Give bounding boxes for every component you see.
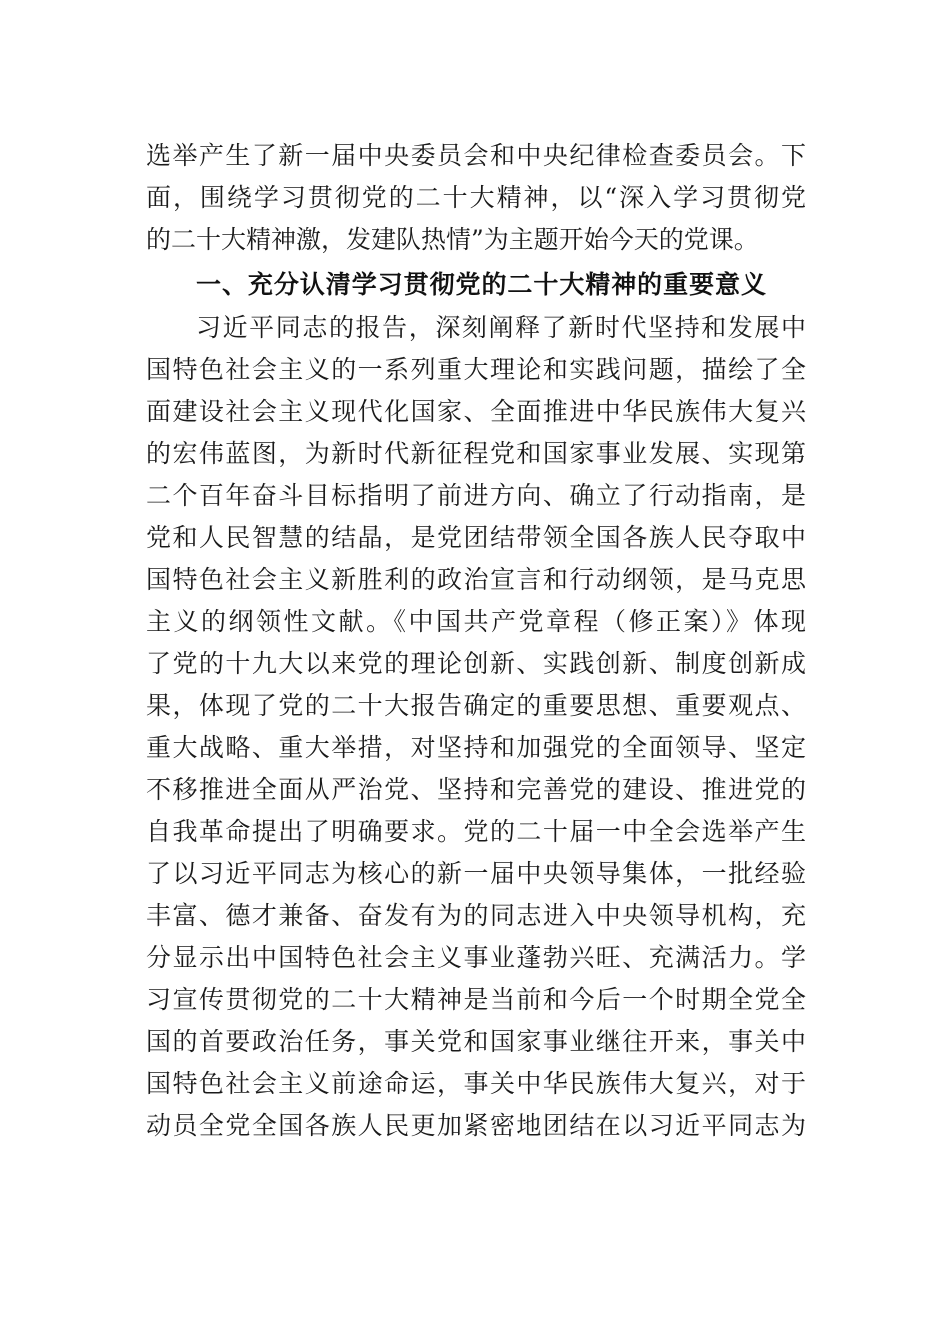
body-line-4: 的宏伟蓝图，为新时代新征程党和国家事业发展、实现第 — [146, 439, 806, 468]
body-line-13: 自我革命提出了明确要求。党的二十届一中全会选举产生 — [146, 817, 806, 846]
body-line-17: 习宣传贯彻党的二十大精神是当前和今后一个时期全党全 — [146, 985, 806, 1014]
body-line-3: 面建设社会主义现代化国家、全面推进中华民族伟大复兴 — [146, 397, 806, 426]
body-line-1: 习近平同志的报告，深刻阐释了新时代坚持和发展中 — [196, 313, 806, 342]
body-line-5: 二个百年奋斗目标指明了前进方向、确立了行动指南，是 — [146, 481, 806, 510]
body-line-16: 分显示出中国特色社会主义事业蓬勃兴旺、充满活力。学 — [146, 943, 806, 972]
body-line-6: 党和人民智慧的结晶，是党团结带领全国各族人民夺取中 — [146, 523, 806, 552]
body-line-7: 国特色社会主义新胜利的政治宣言和行动纲领，是马克思 — [146, 565, 806, 594]
section-heading: 一、充分认清学习贯彻党的二十大精神的重要意义 — [196, 270, 766, 299]
body-line-12: 不移推进全面从严治党、坚持和完善党的建设、推进党的 — [146, 775, 806, 804]
intro-line-2: 面，围绕学习贯彻党的二十大精神，以“深入学习贯彻党 — [146, 183, 806, 212]
body-line-2: 国特色社会主义的一系列重大理论和实践问题，描绘了全 — [146, 355, 806, 384]
body-line-20: 动员全党全国各族人民更加紧密地团结在以习近平同志为 — [146, 1111, 806, 1140]
intro-line-1: 选举产生了新一届中央委员会和中央纪律检查委员会。下 — [146, 141, 806, 170]
body-line-9: 了党的十九大以来党的理论创新、实践创新、制度创新成 — [146, 649, 806, 678]
body-line-8: 主义的纲领性文献。《中国共产党章程（修正案）》体现 — [146, 607, 806, 636]
body-line-19: 国特色社会主义前途命运，事关中华民族伟大复兴，对于 — [146, 1069, 806, 1098]
body-line-10: 果，体现了党的二十大报告确定的重要思想、重要观点、 — [146, 691, 806, 720]
body-line-18: 国的首要政治任务，事关党和国家事业继往开来，事关中 — [146, 1027, 806, 1056]
body-line-15: 丰富、德才兼备、奋发有为的同志进入中央领导机构，充 — [146, 901, 806, 930]
body-line-14: 了以习近平同志为核心的新一届中央领导集体，一批经验 — [146, 859, 806, 888]
intro-line-3: 的二十大精神激，发建队热情”为主题开始今天的党课。 — [146, 225, 759, 254]
body-line-11: 重大战略、重大举措，对坚持和加强党的全面领导、坚定 — [146, 733, 806, 762]
